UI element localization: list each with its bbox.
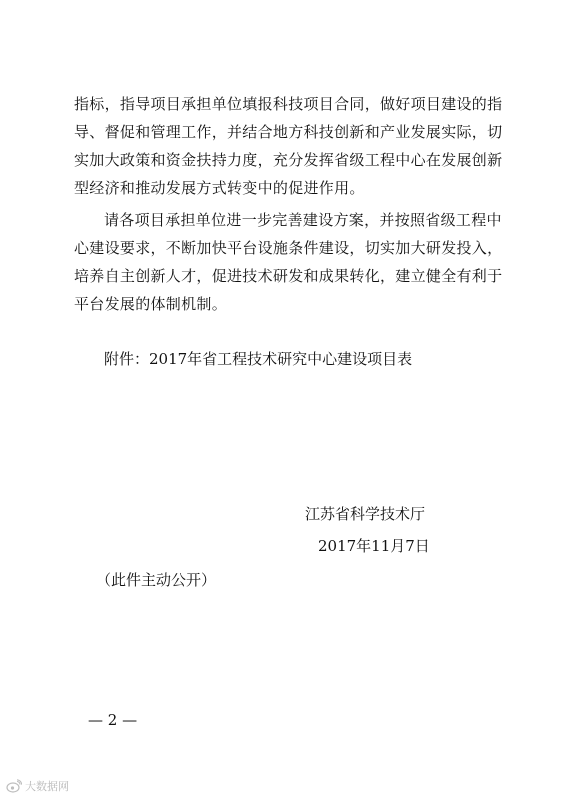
text-line: 培养自主创新人才，促进技术研发和成果转化，建立健全有利于 <box>74 267 503 285</box>
paragraph-policy-support <box>74 90 504 202</box>
text-line: 平台发展的体制机制。 <box>74 295 228 313</box>
issue-date: 2017年11月7日 <box>318 537 430 555</box>
text-line: 请各项目承担单位进一步完善建设方案，并按照省级工程中 <box>104 211 502 229</box>
disclosure-note: （此件主动公开） <box>96 571 217 589</box>
issuing-organization: 江苏省科学技术厅 <box>305 505 426 523</box>
text-line: 心建设要求，不断加快平台设施条件建设，切实加大研发投入， <box>74 239 503 257</box>
text-line: 实加大政策和资金扶持力度，充分发挥省级工程中心在发展创新 <box>74 151 503 169</box>
watermark-text: 大数据网 <box>25 780 69 793</box>
weibo-logo-icon <box>6 779 22 793</box>
page-number: — 2 — <box>88 711 138 729</box>
watermark <box>6 776 69 796</box>
attachment-note: 附件：2017年省工程技术研究中心建设项目表 <box>104 350 413 368</box>
text-line: 型经济和推动发展方式转变中的促进作用。 <box>74 179 365 197</box>
text-line: 指标，指导项目承担单位填报科技项目合同，做好项目建设的指 <box>74 95 503 113</box>
paragraph-construction-requirements <box>74 206 504 318</box>
text-line: 导、督促和管理工作，并结合地方科技创新和产业发展实际，切 <box>74 123 503 141</box>
